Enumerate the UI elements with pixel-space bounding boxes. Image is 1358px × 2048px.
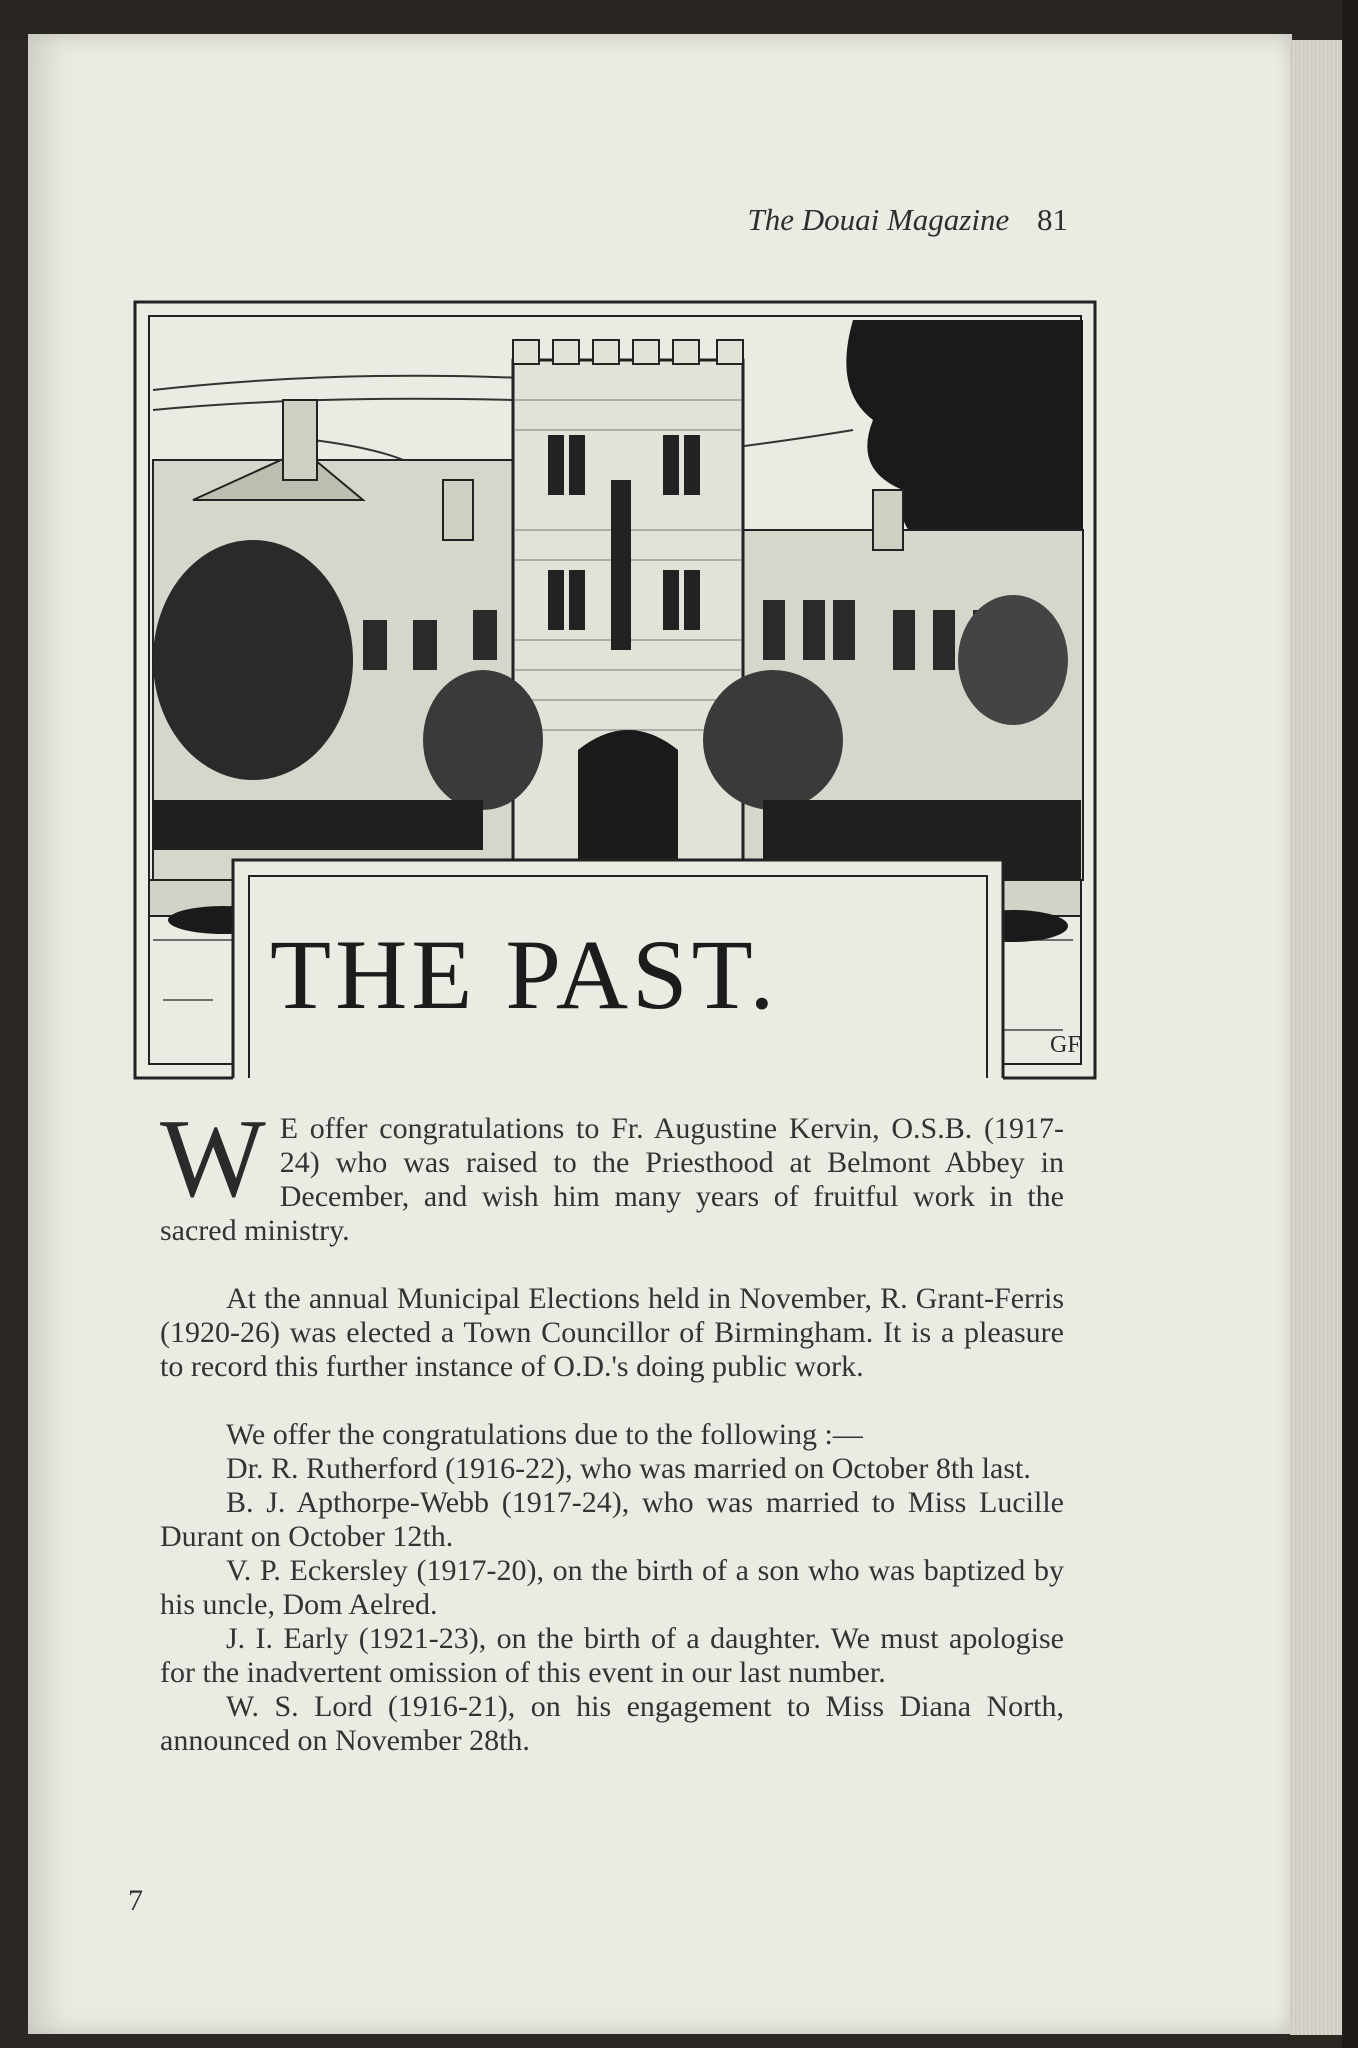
paragraph-8: W. S. Lord (1916-21), on his engagement to Miss Diana North, announced on November 28th. xyxy=(160,1690,1064,1757)
paragraph-5: B. J. Apthorpe-Webb (1917-24), who was married to Miss Lucille Durant on October 12th. xyxy=(160,1486,1064,1553)
page-edges xyxy=(1290,40,1342,2035)
section-heading: THE PAST. xyxy=(270,919,779,1030)
paragraph-3: We offer the congratulations due to the following :— xyxy=(226,1418,863,1451)
article-body xyxy=(160,1097,1064,1758)
paragraph-1-text: E offer congratulations to Fr. Augustine Kervin, O.S.B. (1917-24) who was raised to the Priesthood at Belmont Abbey in December, and wish him many years of fruitful work in the sacred ministry. xyxy=(160,1112,1064,1247)
paragraph-6: V. P. Eckersley (1917-20), on the birth of a son who was baptized by his uncle, Dom Aelred. xyxy=(160,1554,1064,1621)
book-spine xyxy=(1342,0,1358,2048)
paragraph-1 xyxy=(160,1097,1064,1248)
magazine-title: The Douai Magazine xyxy=(747,202,1010,237)
artist-monogram: GF xyxy=(1050,1032,1081,1058)
paragraph-2: At the annual Municipal Elections held in November, R. Grant-Ferris (1920-26) was elected a Town Councillor of Birmingham. It is a pleasure to record this further instance of O.D.'s doing public work. xyxy=(160,1282,1064,1383)
signature-mark: 7 xyxy=(128,1884,143,1917)
paragraph-4: Dr. R. Rutherford (1916-22), who was married on October 8th last. xyxy=(226,1452,1031,1485)
drop-cap: W xyxy=(160,1097,266,1221)
running-head xyxy=(700,202,1068,238)
paragraph-7: J. I. Early (1921-23), on the birth of a daughter. We must apologise for the inadvertent omission of this event in our last number. xyxy=(160,1622,1064,1689)
page-number: 81 xyxy=(1037,202,1068,237)
